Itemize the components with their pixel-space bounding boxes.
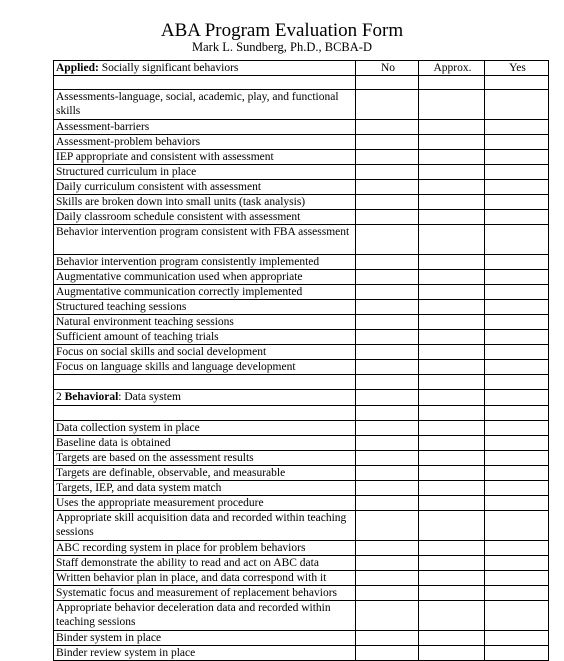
table-row (54, 90, 549, 120)
rating-no-cell[interactable] (356, 601, 419, 631)
rating-yes-cell[interactable] (485, 631, 549, 646)
table-row (54, 466, 549, 481)
criterion-label: Assessments-language, social, academic, play, and functional skills (54, 90, 356, 120)
rating-approx-cell[interactable] (419, 210, 485, 225)
criterion-label: Structured teaching sessions (54, 300, 356, 315)
rating-approx-cell[interactable] (419, 285, 485, 300)
rating-approx-cell[interactable] (419, 315, 485, 330)
table-row (54, 511, 549, 541)
table-header-row (54, 61, 549, 76)
rating-yes-cell[interactable] (485, 481, 549, 496)
rating-approx-cell[interactable] (419, 466, 485, 481)
criterion-label: Assessment-problem behaviors (54, 135, 356, 150)
rating-yes-cell[interactable] (485, 315, 549, 330)
section2-header-cell (54, 390, 356, 406)
rating-approx-cell[interactable] (419, 571, 485, 586)
table-row (54, 285, 549, 300)
rating-no-cell[interactable] (356, 210, 419, 225)
rating-approx-cell[interactable] (419, 120, 485, 135)
rating-yes-cell[interactable] (485, 571, 549, 586)
rating-yes-cell[interactable] (485, 601, 549, 631)
rating-approx-cell[interactable] (419, 601, 485, 631)
rating-approx-cell[interactable] (419, 180, 485, 195)
rating-yes-cell[interactable] (485, 300, 549, 315)
rating-no-cell[interactable] (356, 496, 419, 511)
criterion-label: Uses the appropriate measurement procedure (54, 496, 356, 511)
section1-header-cell (54, 61, 356, 76)
rating-no-cell[interactable] (356, 255, 419, 270)
rating-no-cell[interactable] (356, 300, 419, 315)
rating-no-cell[interactable] (356, 120, 419, 135)
rating-approx-cell[interactable] (419, 255, 485, 270)
rating-no-cell[interactable] (356, 421, 419, 436)
table-row (54, 646, 549, 661)
rating-approx-cell[interactable] (419, 150, 485, 165)
rating-no-cell[interactable] (356, 165, 419, 180)
rating-no-cell[interactable] (356, 180, 419, 195)
column-header-yes: Yes (485, 61, 549, 76)
table-row (54, 541, 549, 556)
rating-yes-cell[interactable] (485, 150, 549, 165)
rating-no-cell[interactable] (356, 195, 419, 210)
rating-approx-cell[interactable] (419, 646, 485, 661)
criterion-label: ABC recording system in place for problem behaviors (54, 541, 356, 556)
rating-yes-cell[interactable] (485, 496, 549, 511)
rating-yes-cell[interactable] (485, 466, 549, 481)
table-row (54, 451, 549, 466)
table-row (54, 421, 549, 436)
rating-no-cell[interactable] (356, 345, 419, 360)
criterion-label: Baseline data is obtained (54, 436, 356, 451)
rating-no-cell[interactable] (356, 586, 419, 601)
table-row (54, 225, 549, 255)
table-row (54, 255, 549, 270)
rating-yes-cell[interactable] (485, 180, 549, 195)
evaluation-table-body (54, 61, 549, 661)
section2-number: 2 (56, 391, 65, 403)
table-row (54, 195, 549, 210)
column-header-approx: Approx. (419, 61, 485, 76)
table-row (54, 481, 549, 496)
table-row (54, 436, 549, 451)
table-row (54, 631, 549, 646)
criterion-label: Appropriate behavior deceleration data and recorded within teaching sessions (54, 601, 356, 631)
rating-approx-cell[interactable] (419, 631, 485, 646)
rating-no-cell[interactable] (356, 135, 419, 150)
spacer-row (54, 406, 549, 421)
form-author: Mark L. Sundberg, Ph.D., BCBA-D (192, 40, 372, 54)
rating-no-cell[interactable] (356, 481, 419, 496)
column-header-no: No (356, 61, 419, 76)
criterion-label: Assessment-barriers (54, 120, 356, 135)
section1-text: Socially significant behaviors (98, 62, 239, 74)
table-row (54, 556, 549, 571)
spacer-row (54, 76, 549, 90)
criterion-label: Appropriate skill acquisition data and recorded within teaching sessions (54, 511, 356, 541)
rating-no-cell[interactable] (356, 360, 419, 375)
criterion-label: Augmentative communication used when appropriate (54, 270, 356, 285)
rating-yes-cell[interactable] (485, 586, 549, 601)
rating-yes-cell[interactable] (485, 541, 549, 556)
rating-no-cell[interactable] (356, 285, 419, 300)
rating-yes-cell[interactable] (485, 120, 549, 135)
rating-approx-cell[interactable] (419, 451, 485, 466)
rating-no-cell[interactable] (356, 646, 419, 661)
criterion-label: Written behavior plan in place, and data correspond with it (54, 571, 356, 586)
rating-no-cell[interactable] (356, 225, 419, 255)
rating-approx-cell[interactable] (419, 270, 485, 285)
rating-no-cell[interactable] (356, 436, 419, 451)
criterion-label: IEP appropriate and consistent with assessment (54, 150, 356, 165)
rating-approx-cell[interactable] (419, 195, 485, 210)
criterion-label: Systematic focus and measurement of replacement behaviors (54, 586, 356, 601)
rating-approx-cell[interactable] (419, 90, 485, 120)
rating-approx-cell[interactable] (419, 421, 485, 436)
criterion-label: Behavior intervention program consistent with FBA assessment (54, 225, 356, 255)
rating-no-cell[interactable] (356, 330, 419, 345)
criterion-label: Data collection system in place (54, 421, 356, 436)
rating-approx-cell[interactable] (419, 360, 485, 375)
rating-no-cell[interactable] (356, 631, 419, 646)
table-row (54, 150, 549, 165)
criterion-label: Sufficient amount of teaching trials (54, 330, 356, 345)
section1-label: Applied: (56, 62, 99, 74)
rating-yes-cell[interactable] (485, 90, 549, 120)
rating-no-cell[interactable] (356, 466, 419, 481)
rating-approx-cell[interactable] (419, 225, 485, 255)
rating-yes-cell[interactable] (485, 270, 549, 285)
rating-yes-cell[interactable] (485, 345, 549, 360)
criterion-label: Augmentative communication correctly implemented (54, 285, 356, 300)
table-row (54, 571, 549, 586)
section2-label: Behavioral (64, 391, 119, 403)
rating-yes-cell[interactable] (485, 556, 549, 571)
evaluation-table (53, 60, 549, 661)
rating-yes-cell[interactable] (485, 360, 549, 375)
table-row (54, 315, 549, 330)
table-row (54, 300, 549, 315)
rating-approx-cell[interactable] (419, 511, 485, 541)
rating-approx-cell[interactable] (419, 300, 485, 315)
table-row (54, 210, 549, 225)
form-title: ABA Program Evaluation Form (160, 20, 404, 41)
criterion-label: Structured curriculum in place (54, 165, 356, 180)
rating-approx-cell[interactable] (419, 436, 485, 451)
rating-no-cell[interactable] (356, 90, 419, 120)
rating-approx-cell[interactable] (419, 541, 485, 556)
table-row (54, 135, 549, 150)
rating-no-cell[interactable] (356, 556, 419, 571)
rating-no-cell[interactable] (356, 315, 419, 330)
rating-approx-cell[interactable] (419, 496, 485, 511)
rating-yes-cell[interactable] (485, 135, 549, 150)
rating-yes-cell[interactable] (485, 255, 549, 270)
rating-yes-cell[interactable] (485, 195, 549, 210)
rating-approx-cell[interactable] (419, 165, 485, 180)
table-row (54, 360, 549, 375)
rating-yes-cell[interactable] (485, 451, 549, 466)
rating-yes-cell[interactable] (485, 511, 549, 541)
rating-yes-cell[interactable] (485, 646, 549, 661)
rating-yes-cell[interactable] (485, 330, 549, 345)
rating-approx-cell[interactable] (419, 481, 485, 496)
spacer-row (54, 375, 549, 390)
table-row (54, 330, 549, 345)
rating-no-cell[interactable] (356, 541, 419, 556)
criterion-label: Targets are definable, observable, and measurable (54, 466, 356, 481)
table-row (54, 165, 549, 180)
rating-no-cell[interactable] (356, 150, 419, 165)
rating-approx-cell[interactable] (419, 586, 485, 601)
rating-yes-cell[interactable] (485, 285, 549, 300)
criterion-label: Binder system in place (54, 631, 356, 646)
criterion-label: Targets, IEP, and data system match (54, 481, 356, 496)
table-row (54, 345, 549, 360)
rating-approx-cell[interactable] (419, 135, 485, 150)
criterion-label: Behavior intervention program consistently implemented (54, 255, 356, 270)
criterion-label: Focus on language skills and language development (54, 360, 356, 375)
section2-text: : Data system (118, 391, 181, 403)
rating-approx-cell[interactable] (419, 345, 485, 360)
rating-approx-cell[interactable] (419, 556, 485, 571)
rating-yes-cell[interactable] (485, 436, 549, 451)
rating-yes-cell[interactable] (485, 225, 549, 255)
table-row (54, 120, 549, 135)
rating-no-cell[interactable] (356, 451, 419, 466)
rating-yes-cell[interactable] (485, 421, 549, 436)
table-row (54, 496, 549, 511)
section2-header-row (54, 390, 549, 406)
rating-yes-cell[interactable] (485, 165, 549, 180)
criterion-label: Targets are based on the assessment results (54, 451, 356, 466)
table-row (54, 586, 549, 601)
rating-no-cell[interactable] (356, 270, 419, 285)
rating-no-cell[interactable] (356, 511, 419, 541)
criterion-label: Skills are broken down into small units (task analysis) (54, 195, 356, 210)
criterion-label: Focus on social skills and social development (54, 345, 356, 360)
criterion-label: Staff demonstrate the ability to read and act on ABC data (54, 556, 356, 571)
criterion-label: Daily curriculum consistent with assessment (54, 180, 356, 195)
rating-no-cell[interactable] (356, 571, 419, 586)
criterion-label: Daily classroom schedule consistent with assessment (54, 210, 356, 225)
table-row (54, 180, 549, 195)
criterion-label: Natural environment teaching sessions (54, 315, 356, 330)
table-row (54, 601, 549, 631)
criterion-label: Binder review system in place (54, 646, 356, 661)
rating-approx-cell[interactable] (419, 330, 485, 345)
table-row (54, 270, 549, 285)
rating-yes-cell[interactable] (485, 210, 549, 225)
